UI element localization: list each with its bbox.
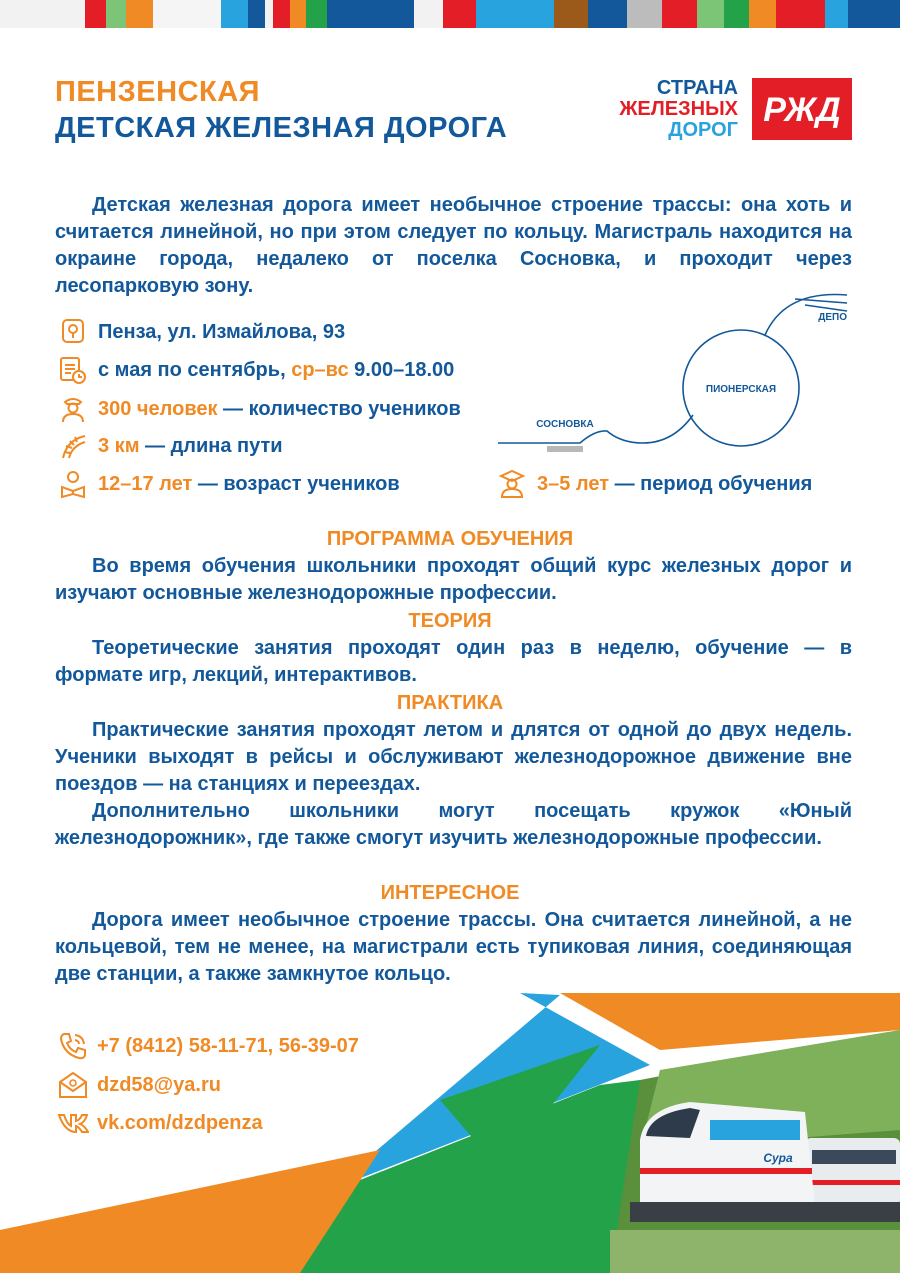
schedule-prefix: с мая по сентябрь, [98,359,286,381]
location-pin-icon [58,317,88,347]
info-schedule [58,355,454,385]
track-depot-line-3 [805,305,847,311]
logo-line-1: СТРАНА [656,77,738,99]
rail-track-icon [58,431,88,461]
address-text: Пенза, ул. Измайлова, 93 [98,321,346,343]
train-coach [805,1138,900,1206]
sosnovka-label: СОСНОВКА [536,419,594,430]
phone-text[interactable]: +7 (8412) 58-11-71, 56-39-07 [97,1034,359,1057]
vk-icon [57,1107,89,1139]
info-age [58,469,400,499]
age-label: — возраст учеников [197,473,400,495]
students-value: 300 человек [98,398,218,420]
schedule-hours: 9.00–18.00 [354,359,455,381]
logo-text [619,78,738,141]
intro-paragraph: Детская железная дорога имеет необычное строение трассы: она хоть и считается линейной, но при этом следует по кольцу. Магистраль находится на окраине города, недалеко от поселка Сосновка, и проходит через лесопарковую зону. [55,194,852,297]
email-icon [57,1069,89,1101]
logo-line-3: ДОРОГ [668,119,738,141]
period-value: 3–5 лет [537,473,610,495]
vk-text[interactable]: vk.com/dzdpenza [97,1111,263,1134]
theory-heading: ТЕОРИЯ [408,610,492,632]
interesting-heading: ИНТЕРЕСНОЕ [380,882,520,904]
contact-phone [57,1030,359,1062]
practice-paragraph-2: Дополнительно школьники могут посещать кружок «Юный железнодорожник», где также смогут изучить железнодорожные профессии. [55,800,852,849]
student-reading-icon [58,469,88,499]
train-name: Сура [763,1151,793,1165]
rzd-mark [752,78,852,140]
contact-vk [57,1107,263,1139]
length-label: — длина пути [145,435,283,457]
schedule-days: ср–вс [291,359,349,381]
title-line-2: ДЕТСКАЯ ЖЕЛЕЗНАЯ ДОРОГА [55,112,508,144]
sosnovka-platform [547,446,583,452]
graduate-icon [497,469,527,499]
grass [610,1230,900,1273]
track-depot-line-2 [795,299,847,303]
pionerskaya-label: ПИОНЕРСКАЯ [705,384,777,395]
rzd-mark-text: РЖД [763,91,841,129]
period-label: — период обучения [614,473,813,495]
track-line-main [498,415,693,443]
title-line-1: ПЕНЗЕНСКАЯ [55,76,261,108]
coach-stripe [805,1180,900,1185]
page-title [55,74,507,146]
info-length [58,431,283,461]
phone-icon [57,1030,89,1062]
age-value: 12–17 лет [98,473,193,495]
track-map [495,285,855,455]
program-paragraph: Во время обучения школьники проходят общий курс железных дорог и изучают основные железнодорожные профессии. [55,555,852,604]
theory-paragraph: Теоретические занятия проходят один раз в неделю, обучение — в формате игр, лекций, интерактивов. [55,637,852,686]
loco-blue-band [710,1120,800,1140]
practice-paragraph-1: Практические занятия проходят летом и длятся от одной до двух недель. Ученики выходят в рейсы и обслуживают железнодорожное движение вне поездов — на станциях и переездах. [55,719,852,795]
info-address [58,317,345,347]
conductor-icon [58,394,88,424]
logo-line-2: ЖЕЛЕЗНЫХ [619,98,738,120]
train-undercarriage [630,1202,900,1222]
rzd-logo [612,78,852,140]
email-text[interactable]: dzd58@ya.ru [97,1073,221,1096]
length-value: 3 км [98,435,140,457]
coach-windows [812,1150,896,1164]
interesting-paragraph: Дорога имеет необычное строение трассы. Она считается линейной, а не кольцевой, тем не менее, на магистрали есть тупиковая линия, соединяющая две станции, а также замкнутое кольцо. [55,909,852,985]
program-heading: ПРОГРАММА ОБУЧЕНИЯ [326,528,574,550]
calendar-clock-icon [58,355,88,385]
info-students [58,394,461,424]
info-period [497,469,812,499]
practice-heading: ПРАКТИКА [396,692,504,714]
students-label: — количество учеников [223,398,461,420]
depot-label: ДЕПО [818,312,847,323]
top-color-bar [0,0,900,28]
loco-red-stripe [640,1168,812,1174]
contact-email [57,1069,221,1101]
